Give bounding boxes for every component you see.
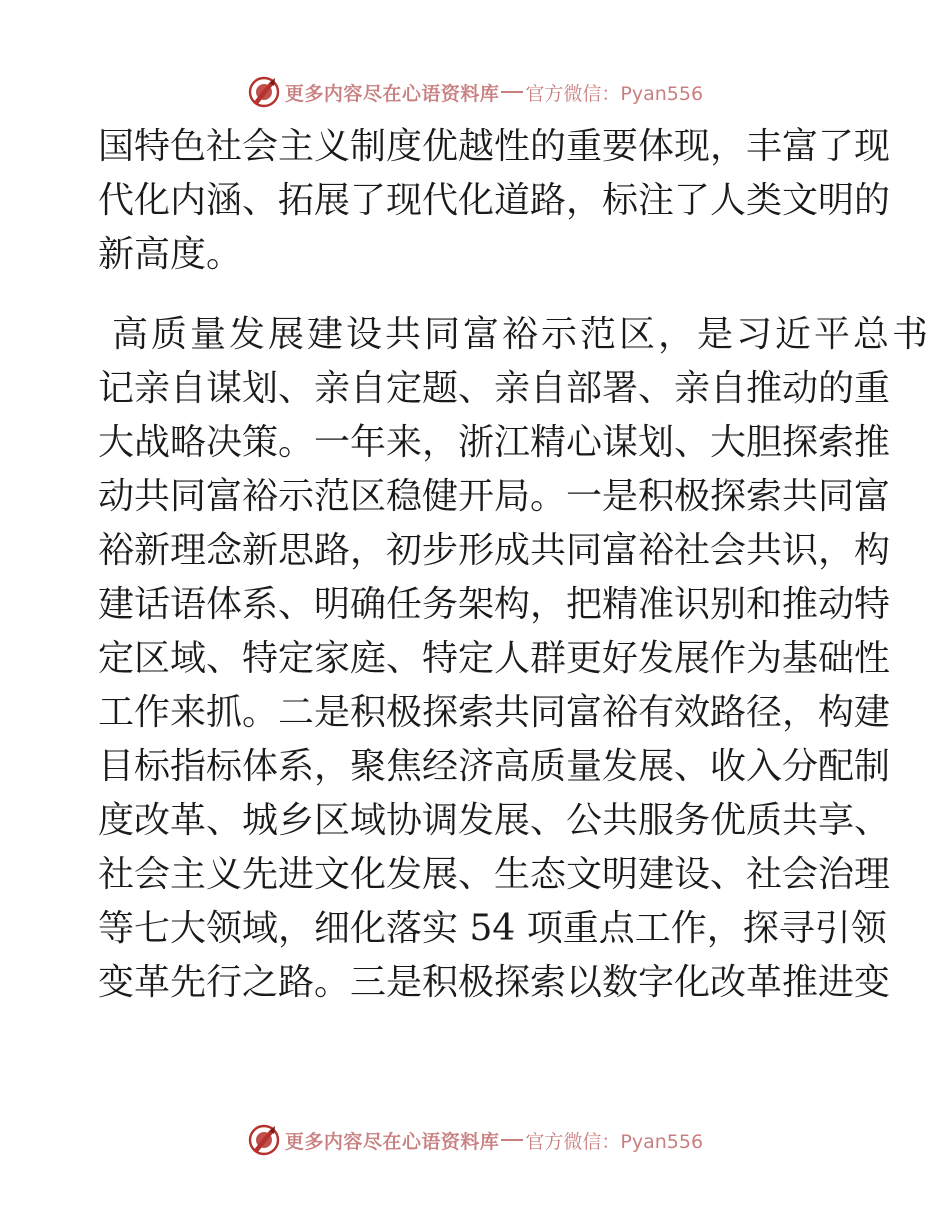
paragraph [98,120,891,282]
text-line: 社会主义先进文化发展、生态文明建设、社会治理 [98,854,891,895]
banner-divider [501,91,523,93]
banner-divider [501,1139,523,1141]
text-line: 定区域、特定家庭、特定人群更好发展作为基础性 [98,638,891,679]
text-line: 国特色社会主义制度优越性的重要体现，丰富了现 [98,126,891,167]
text-line: 度改革、城乡区域协调发展、公共服务优质共享、 [98,800,891,841]
text-line: 记亲自谋划、亲自定题、亲自部署、亲自推动的重 [98,368,891,409]
text-line: 新高度。 [98,234,243,275]
text-line: 代化内涵、拓展了现代化道路，标注了人类文明的 [98,180,891,221]
text-line: 动共同富裕示范区稳健开局。一是积极探索共同富 [98,476,891,517]
paragraph [98,308,932,1010]
paragraph-gap [98,282,850,308]
text-line: 等七大领域，细化落实 54 项重点工作，探寻引领 [98,908,887,949]
header-banner [0,72,950,112]
banner-wechat: 官方微信：Pyan556 [525,82,704,105]
text-line: 工作来抓。二是积极探索共同富裕有效路径，构建 [98,692,891,733]
text-line: 大战略决策。一年来，浙江精心谋划、大胆探索推 [98,422,891,463]
document-body [98,120,932,1010]
text-line: 变革先行之路。三是积极探索以数字化改革推进变 [98,962,891,1003]
banner-title: 更多内容尽在心语资料库 [284,82,500,105]
quill-circle-logo-icon [247,75,281,109]
footer-banner [0,1120,950,1160]
banner-wechat: 官方微信：Pyan556 [525,1130,704,1153]
text-line: 裕新理念新思路，初步形成共同富裕社会共识，构 [98,530,891,571]
text-line: 目标指标体系，聚焦经济高质量发展、收入分配制 [98,746,891,787]
banner-title: 更多内容尽在心语资料库 [284,1130,500,1153]
text-line: 建话语体系、明确任务架构，把精准识别和推动特 [98,584,891,625]
quill-circle-logo-icon [247,1123,281,1157]
text-line: 高质量发展建设共同富裕示范区，是习近平总书 [112,314,932,355]
